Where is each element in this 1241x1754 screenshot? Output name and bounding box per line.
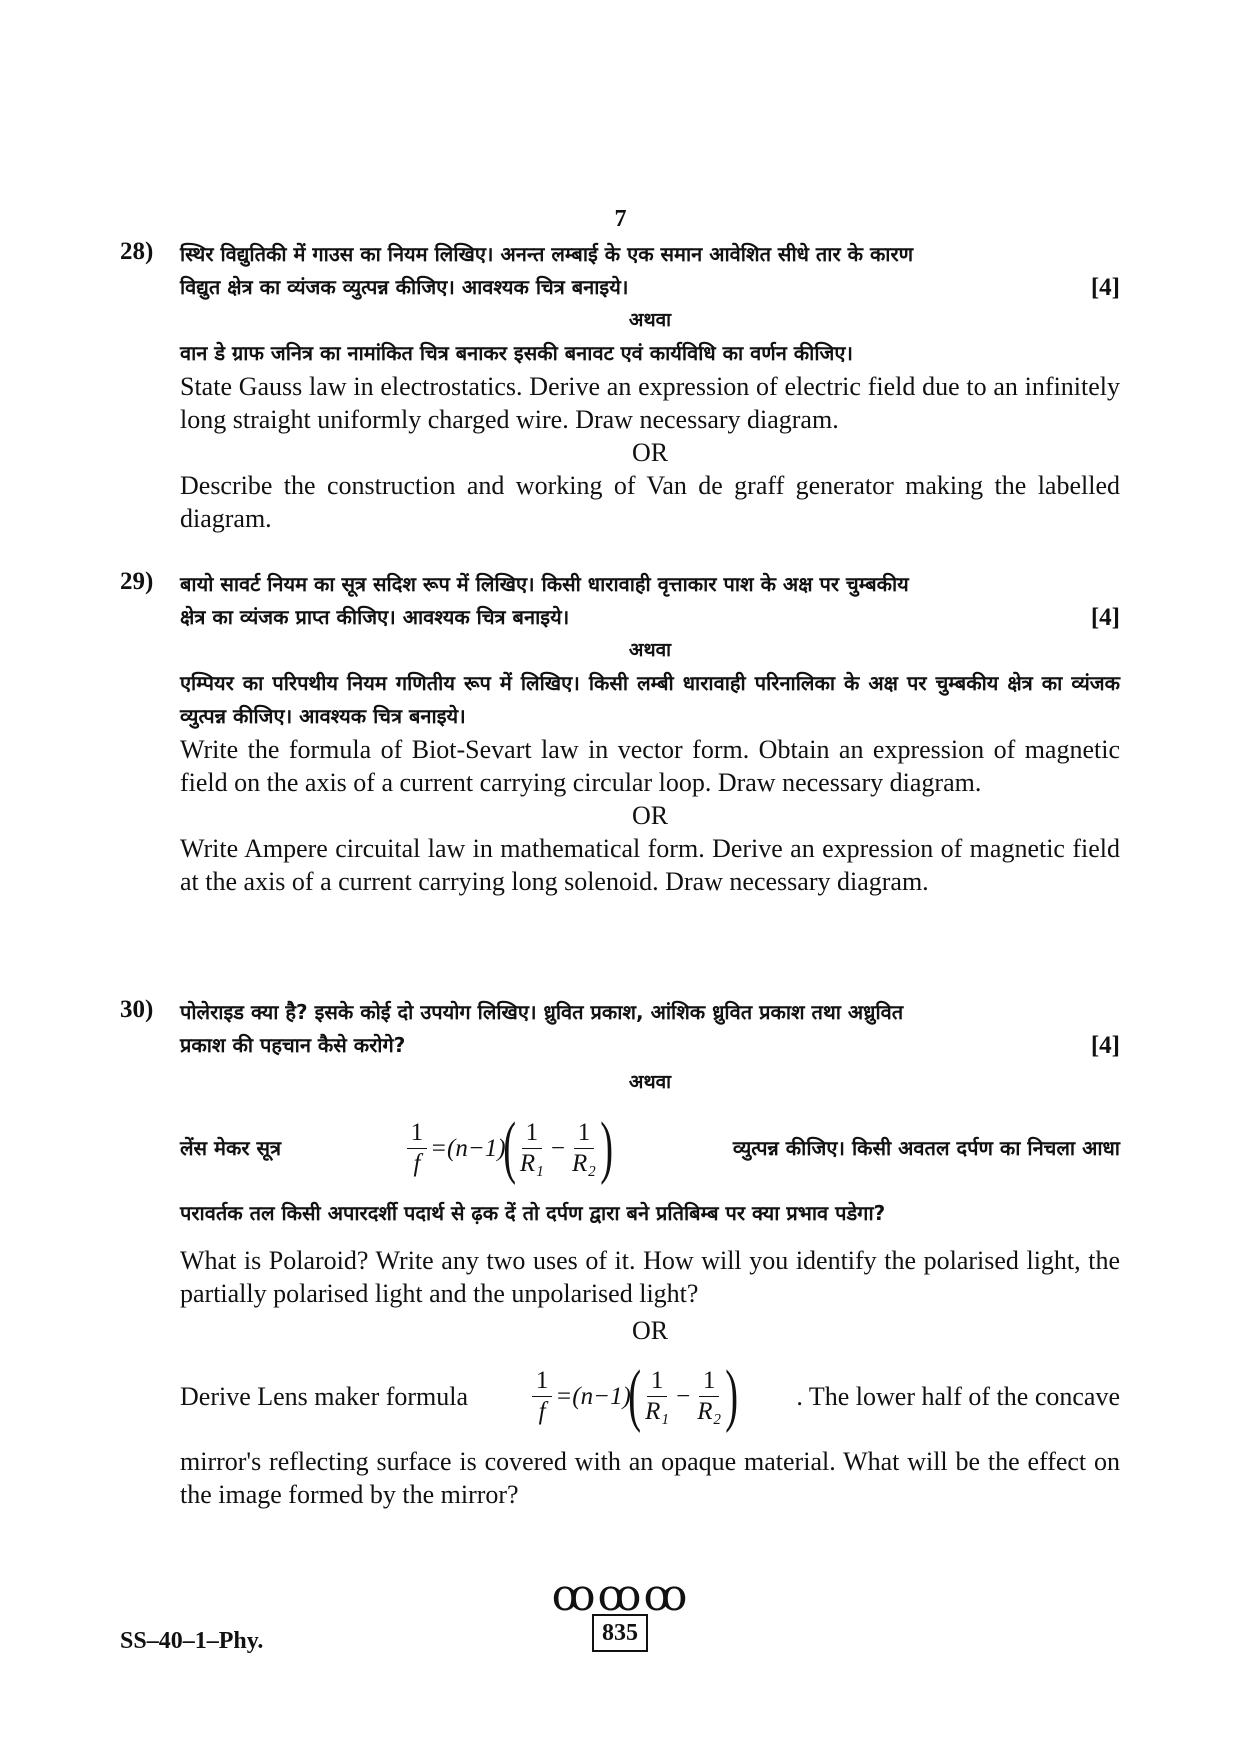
formula-denominator: f — [413, 1149, 421, 1177]
formula-minus: − — [676, 1382, 691, 1410]
q29-marks: [4] — [1090, 604, 1120, 631]
q30-hindi-alt-2: परावर्तक तल किसी अपारदर्शी पदार्थ से ढ़क दें तो दर्पण द्वारा बने प्रतिबिम्ब पर क्या प्रभाव पडेगा? — [180, 1201, 886, 1225]
left-paren: ( — [628, 1357, 641, 1434]
lens-maker-formula — [404, 1109, 613, 1186]
q28-hindi-main — [180, 238, 1120, 304]
q28-marks: [4] — [1090, 274, 1120, 301]
formula-r1-numerator: 1 — [522, 1118, 543, 1149]
left-paren: ( — [502, 1109, 516, 1186]
page-number: 7 — [614, 206, 627, 232]
question-number: 28) — [120, 238, 154, 265]
formula-r2-denominator: R₂ — [697, 1397, 722, 1425]
question-28 — [120, 238, 1120, 535]
formula-r2-numerator: 1 — [574, 1118, 595, 1149]
question-number: 30) — [120, 996, 154, 1023]
q30-hindi-alt-post: व्युत्पन्न कीजिए। किसी अवतल दर्पण का निचला आधा — [732, 1135, 1120, 1160]
q29-english-alt: Write Ampere circuital law in mathematical form. Derive an expression of magnetic field at the axis of a current carrying long solenoid. Draw necessary diagram. — [180, 834, 1120, 896]
formula-middle: =(n−1) — [555, 1382, 631, 1410]
q30-english-alt-2: mirror's reflecting surface is covered with an opaque material. What will be the effect on the image formed by the mirror? — [180, 1447, 1120, 1509]
decorative-ornament: ꝏꝏꝏ — [551, 1571, 690, 1620]
q29-hindi-alt: एम्पियर का परिपथीय नियम गणितीय रूप में लिखिए। किसी लम्बी धारावाही परिनालिका के अक्ष पर चुम्बकीय क्षेत्र का व्यंजक व्युत्पन्न कीजिए। आवश्यक चित्र बनाइये। — [180, 671, 1120, 728]
q30-or-english: OR — [631, 1316, 669, 1345]
formula-numerator: 1 — [407, 1118, 428, 1149]
q30-hindi-alt-pre: लेंस मेकर सूत्र — [180, 1135, 282, 1160]
q29-hindi-line-1: बायो सावर्ट नियम का सूत्र सदिश रूप में लिखिए। किसी धारावाही वृत्ताकार पाश के अक्ष पर चुम्बकीय — [180, 572, 909, 596]
question-29 — [120, 568, 1120, 898]
right-paren: ) — [725, 1357, 739, 1434]
q30-english-alt-pre: Derive Lens maker formula — [180, 1381, 469, 1411]
q28-english-alt: Describe the construction and working of Van de graff generator making the labelled diagram. — [180, 471, 1120, 533]
formula-r1-denominator: R₁ — [519, 1149, 544, 1177]
q30-hindi-line-1: पोलेराइड क्या है? इसके कोई दो उपयोग लिखिए। ध्रुवित प्रकाश, आंशिक ध्रुवित प्रकाश तथा अध्रुवित — [180, 1000, 904, 1024]
paper-code: SS–40–1–Phy. — [120, 1628, 264, 1654]
q30-hindi-main — [180, 996, 1120, 1062]
lens-maker-formula-en — [529, 1357, 739, 1434]
q28-hindi-alt: वान डे ग्राफ जनित्र का नामांकित चित्र बनाकर इसकी बनावट एवं कार्यविधि का वर्णन कीजिए। — [180, 341, 853, 365]
q29-english-main: Write the formula of Biot-Sevart law in vector form. Obtain an expression of magnetic field on the axis of a current carrying circular loop. Draw necessary diagram. — [180, 735, 1120, 797]
formula-r1-numerator: 1 — [647, 1366, 668, 1397]
boxed-code: 835 — [592, 1614, 648, 1652]
q29-or-english: OR — [631, 801, 669, 830]
formula-r1-denominator: R₁ — [645, 1397, 670, 1425]
question-number: 29) — [120, 568, 154, 595]
q29-hindi-line-2: क्षेत्र का व्यंजक प्राप्त कीजिए। आवश्यक चित्र बनाइये। — [180, 605, 570, 629]
q28-or-hindi: अथवा — [628, 309, 672, 331]
formula-denominator: f — [538, 1397, 546, 1425]
q29-or-hindi: अथवा — [628, 639, 672, 661]
question-30 — [120, 996, 1120, 1511]
q28-english-main: State Gauss law in electrostatics. Derive an expression of electric field due to an infinitely long straight uniformly charged wire. Draw necessary diagram. — [180, 372, 1120, 434]
formula-r2-numerator: 1 — [699, 1366, 720, 1397]
formula-middle: =(n−1) — [430, 1134, 506, 1162]
q30-hindi-line-2: प्रकाश की पहचान कैसे करोगे? — [180, 1033, 406, 1057]
formula-minus: − — [550, 1134, 565, 1162]
q28-or-english: OR — [631, 438, 669, 467]
q29-hindi-main — [180, 568, 1120, 634]
q28-hindi-line-2: विद्युत क्षेत्र का व्यंजक व्युत्पन्न कीजिए। आवश्यक चित्र बनाइये। — [180, 275, 629, 299]
q30-hindi-alt-formula-line — [180, 1109, 1120, 1186]
formula-r2-denominator: R₂ — [571, 1149, 596, 1177]
q30-marks: [4] — [1090, 1032, 1120, 1059]
q30-or-hindi: अथवा — [628, 1071, 672, 1093]
formula-numerator: 1 — [532, 1366, 553, 1397]
right-paren: ) — [600, 1109, 613, 1186]
q30-english-alt-post: . The lower half of the concave — [796, 1381, 1120, 1411]
q30-english-main: What is Polaroid? Write any two uses of it. How will you identify the polarised light, the partially polarised light and the unpolarised light? — [180, 1246, 1120, 1308]
q30-english-alt-formula-line — [180, 1357, 1120, 1434]
q28-hindi-line-1: स्थिर विद्युतिकी में गाउस का नियम लिखिए। अनन्त लम्बाई के एक समान आवेशित सीधे तार के कारण — [180, 242, 914, 266]
